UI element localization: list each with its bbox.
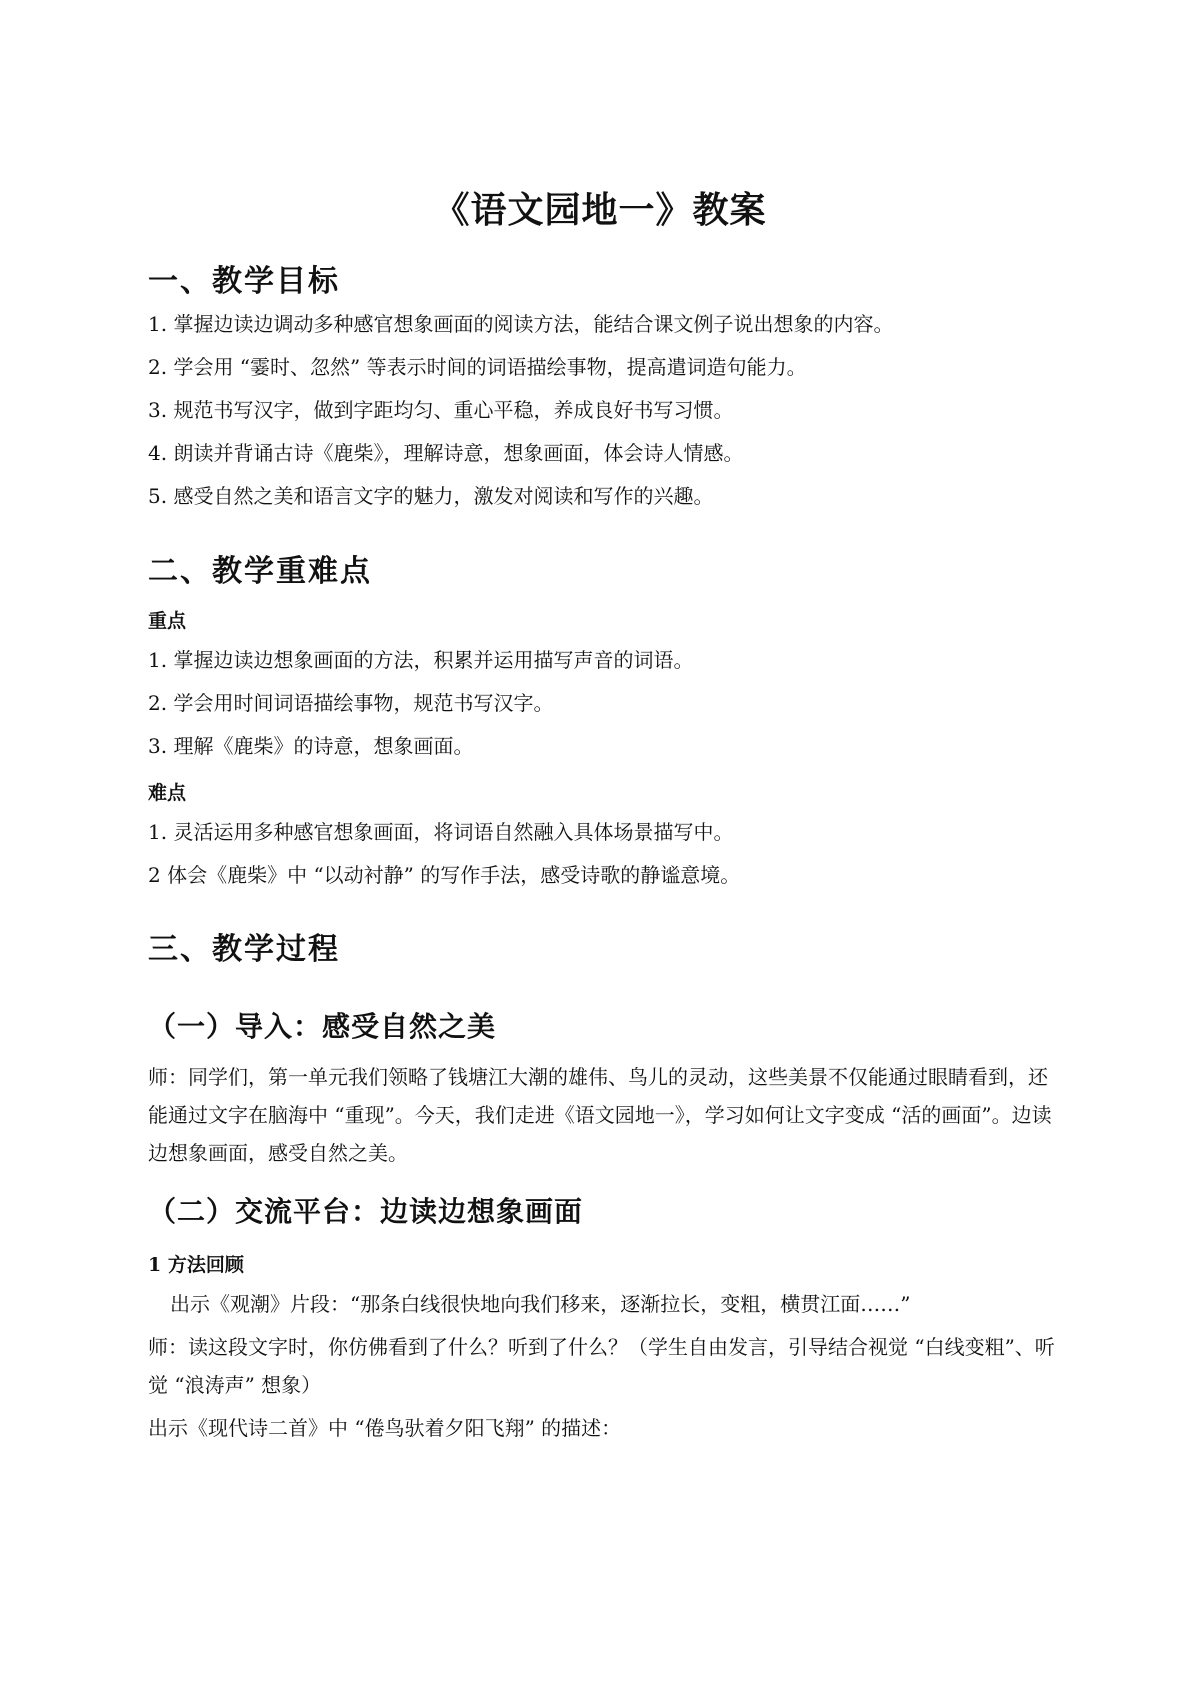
objective-item: 2. 学会用 “霎时、忽然” 等表示时间的词语描绘事物，提高遣词造句能力。 (148, 355, 807, 379)
subsection-heading-exchange: （二）交流平台：边读边想象画面 (148, 1195, 584, 1228)
key-point-item: 2. 学会用时间词语描绘事物，规范书写汉字。 (148, 691, 554, 715)
teacher-question-paragraph: 师：读这段文字时，你仿佛看到了什么？听到了什么？（学生自由发言，引导结合视觉 “白线变粗”、听觉 “浪涛声” 想象） (148, 1335, 1055, 1397)
key-point-item: 1. 掌握边读边想象画面的方法，积累并运用描写声音的词语。 (148, 648, 694, 672)
difficult-point-item: 2 体会《鹿柴》中 “以动衬静” 的写作手法，感受诗歌的静谧意境。 (148, 863, 741, 887)
objective-item: 5. 感受自然之美和语言文字的魅力，激发对阅读和写作的兴趣。 (148, 484, 714, 508)
poem-excerpt-paragraph: 出示《现代诗二首》中 “倦鸟驮着夕阳飞翔” 的描述： (148, 1416, 622, 1440)
objective-item: 3. 规范书写汉字，做到字距均匀、重心平稳，养成良好书写习惯。 (148, 398, 734, 422)
objective-item: 1. 掌握边读边调动多种感官想象画面的阅读方法，能结合课文例子说出想象的内容。 (148, 312, 894, 336)
section-heading-process: 三、教学过程 (148, 932, 340, 967)
intro-paragraph: 师：同学们，第一单元我们领略了钱塘江大潮的雄伟、鸟儿的灵动，这些美景不仅能通过眼睛看到，还能通过文字在脑海中 “重现”。今天，我们走进《语文园地一》，学习如何让文字变成 “活的画面”。边读边想象画面，感受自然之美。 (148, 1065, 1052, 1165)
document-title: 《语文园地一》教案 (433, 189, 767, 231)
section-heading-objectives: 一、教学目标 (148, 264, 340, 299)
objective-item: 4. 朗读并背诵古诗《鹿柴》，理解诗意，想象画面，体会诗人情感。 (148, 441, 744, 465)
difficult-point-item: 1. 灵活运用多种感官想象画面，将词语自然融入具体场景描写中。 (148, 820, 734, 844)
difficult-points-label: 难点 (148, 782, 187, 804)
excerpt-paragraph: 出示《观潮》片段：“那条白线很快地向我们移来，逐渐拉长，变粗，横贯江面……” (170, 1292, 911, 1316)
section-heading-key-points: 二、教学重难点 (148, 554, 372, 589)
key-point-item: 3. 理解《鹿柴》的诗意，想象画面。 (148, 734, 474, 758)
key-points-label: 重点 (148, 610, 187, 632)
method-review-label: 1 方法回顾 (148, 1254, 244, 1276)
subsection-heading-intro: （一）导入：感受自然之美 (148, 1010, 497, 1043)
